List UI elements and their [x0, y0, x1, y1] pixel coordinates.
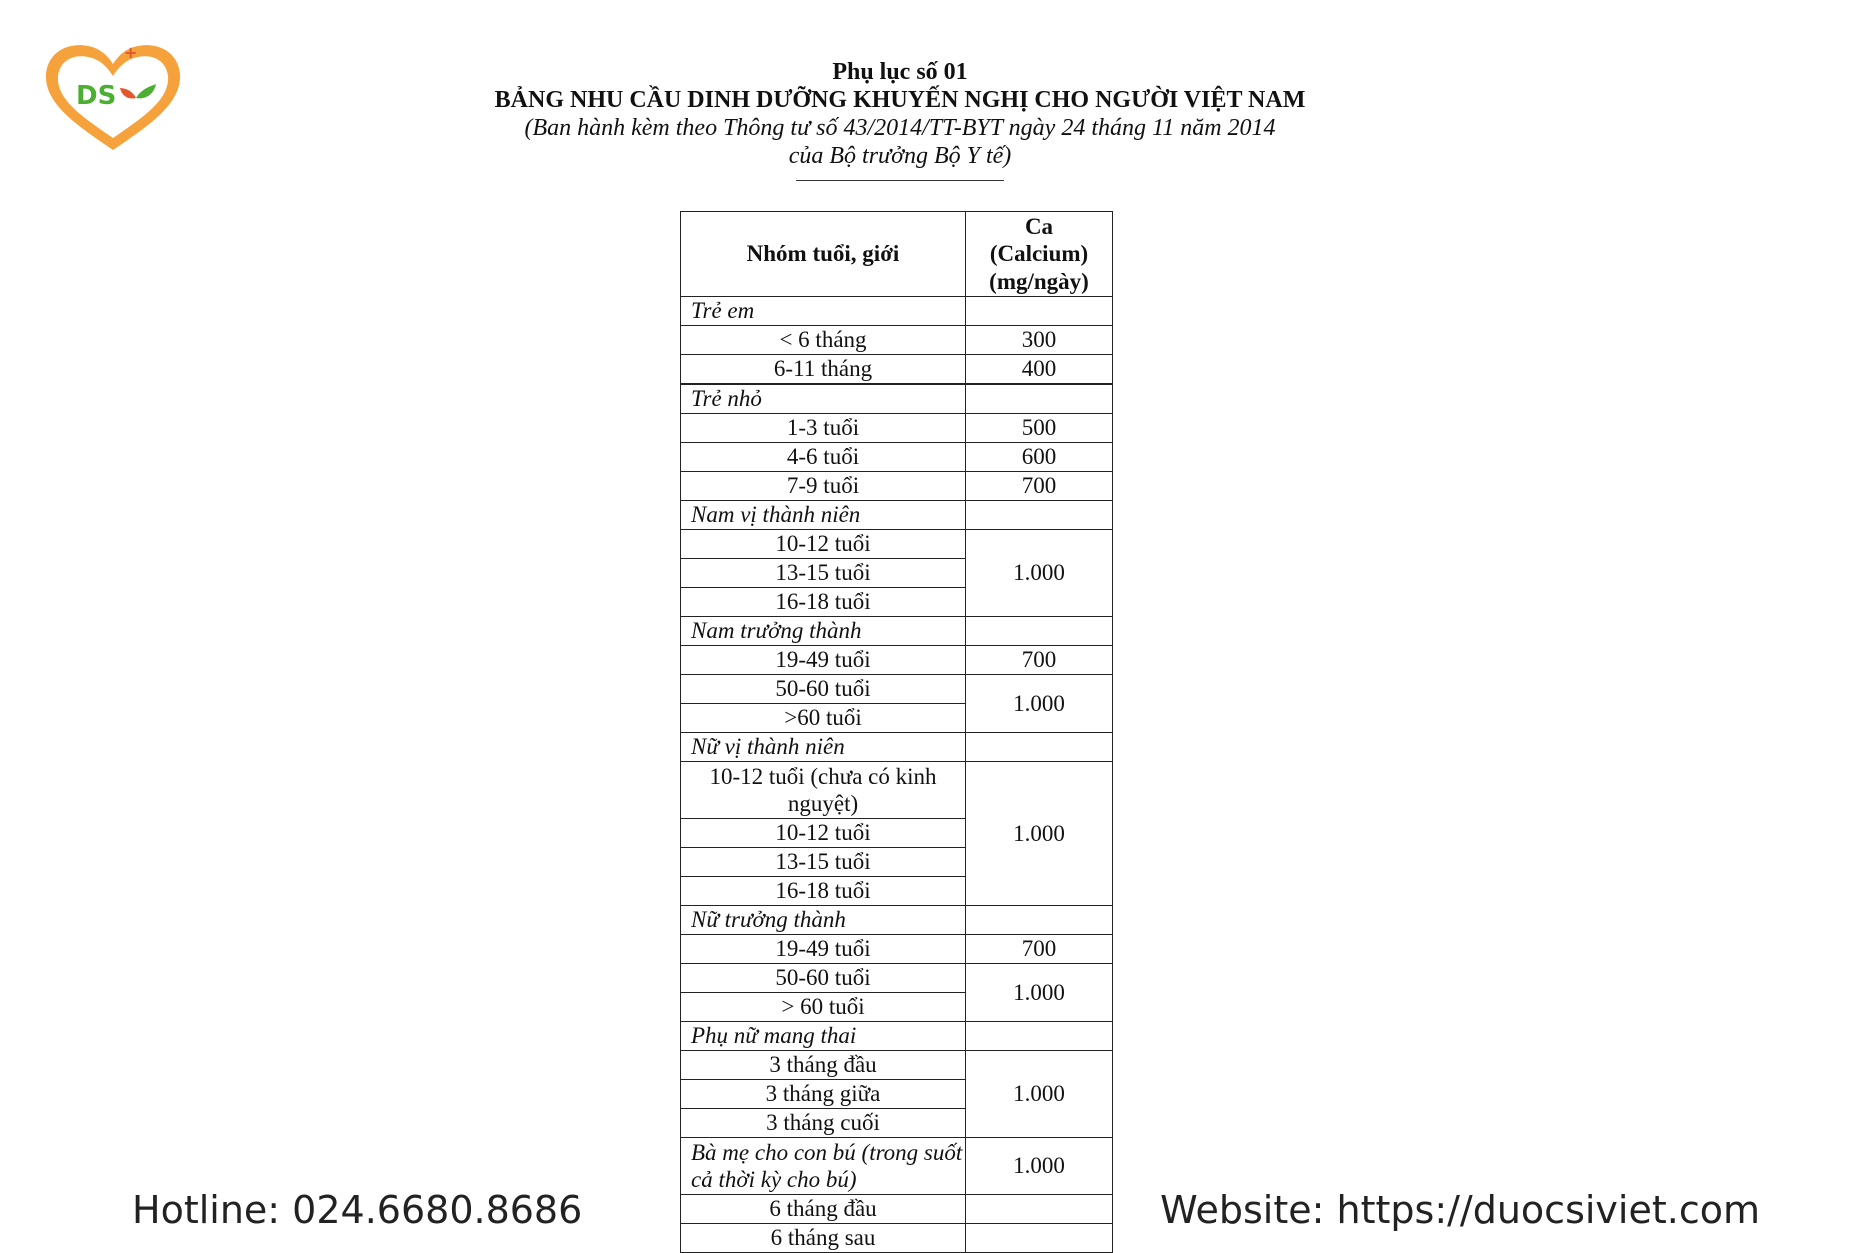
document-header — [480, 58, 1320, 181]
table-row: 3 tháng giữa — [681, 1080, 1113, 1109]
document-title: BẢNG NHU CẦU DINH DƯỠNG KHUYẾN NGHỊ CHO NGƯỜI VIỆT NAM — [494, 87, 1306, 113]
duocsiviet-logo — [38, 38, 188, 158]
header-underline — [796, 180, 1004, 181]
group-row: Phụ nữ mang thai — [681, 1022, 1113, 1051]
group-row: Nam trưởng thành — [681, 617, 1113, 646]
svg-text:+: + — [124, 43, 138, 62]
table-row: 6 tháng đầu — [681, 1195, 1113, 1224]
group-row: Trẻ nhỏ — [681, 384, 1113, 414]
group-row: Bà mẹ cho con bú (trong suốt cả thời kỳ cho bú) 1.000 — [681, 1138, 1113, 1195]
table-row: 16-18 tuổi — [681, 877, 1113, 906]
group-row: Trẻ em — [681, 297, 1113, 326]
table-row: > 60 tuổi — [681, 993, 1113, 1022]
table-row: 6-11 tháng 400 — [681, 355, 1113, 385]
table-row: 7-9 tuổi 700 — [681, 472, 1113, 501]
table-row: 13-15 tuổi — [681, 848, 1113, 877]
table-row: 19-49 tuổi 700 — [681, 646, 1113, 675]
document-subtitle-2: của Bộ trưởng Bộ Y tế) — [788, 143, 1012, 169]
table-row: 16-18 tuổi — [681, 588, 1113, 617]
table-row: 4-6 tuổi 600 — [681, 443, 1113, 472]
table-row: 10-12 tuổi 1.000 — [681, 530, 1113, 559]
table-row: < 6 tháng 300 — [681, 326, 1113, 355]
table-row: 1-3 tuổi 500 — [681, 414, 1113, 443]
group-row: Nam vị thành niên — [681, 501, 1113, 530]
table-row: 6 tháng sau — [681, 1224, 1113, 1253]
website-text: Website: https://duocsiviet.com — [1160, 1188, 1760, 1232]
group-row: Nữ vị thành niên — [681, 733, 1113, 762]
table-header-row — [681, 212, 1113, 297]
document-subtitle-1: (Ban hành kèm theo Thông tư số 43/2014/TT-BYT ngày 24 tháng 11 năm 2014 — [524, 115, 1276, 141]
group-row: Nữ trưởng thành — [681, 906, 1113, 935]
logo-text: DS — [76, 81, 117, 111]
table-row: 13-15 tuổi — [681, 559, 1113, 588]
calcium-requirement-table — [680, 211, 1113, 1253]
table-row: >60 tuổi — [681, 704, 1113, 733]
table-row: 10-12 tuổi (chưa có kinh nguyệt) 1.000 — [681, 762, 1113, 819]
table-row: 3 tháng cuối — [681, 1109, 1113, 1138]
table-row: 10-12 tuổi — [681, 819, 1113, 848]
table-row: 3 tháng đầu 1.000 — [681, 1051, 1113, 1080]
hotline-text: Hotline: 024.6680.8686 — [132, 1188, 583, 1232]
table-row: 50-60 tuổi 1.000 — [681, 964, 1113, 993]
col-header-calcium: Ca (Calcium) (mg/ngày) — [966, 212, 1113, 297]
col-header-age-group: Nhóm tuổi, giới — [681, 212, 966, 297]
table-row: 19-49 tuổi 700 — [681, 935, 1113, 964]
appendix-label: Phụ lục số 01 — [832, 59, 968, 85]
table-row: 50-60 tuổi 1.000 — [681, 675, 1113, 704]
